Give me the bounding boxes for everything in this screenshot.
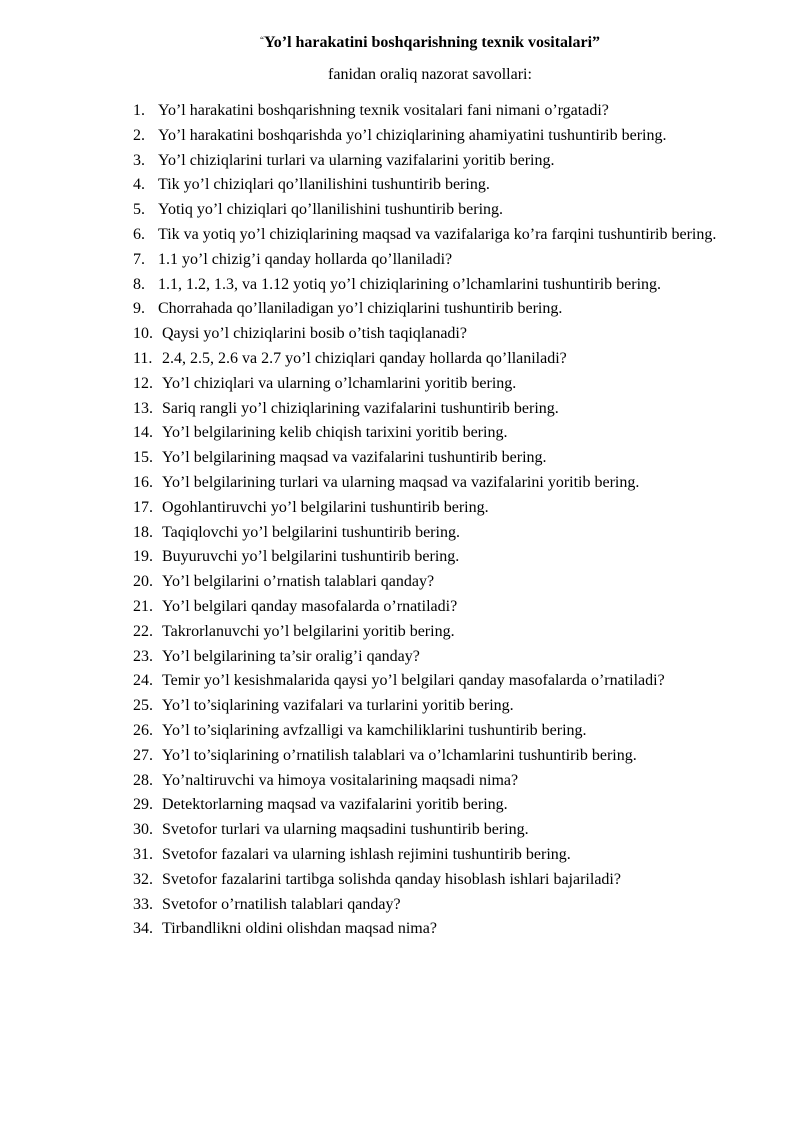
question-item xyxy=(133,645,773,670)
question-item xyxy=(133,917,773,942)
question-number: 4. xyxy=(133,176,145,194)
question-text: Taqiqlovchi yo’l belgilarini tushuntirib bering. xyxy=(162,523,460,541)
question-number: 12. xyxy=(133,374,153,392)
question-item xyxy=(133,496,773,521)
question-number: 15. xyxy=(133,449,153,467)
question-number: 14. xyxy=(133,424,153,442)
question-item xyxy=(133,173,773,198)
question-text: Svetofor o’rnatilish talablari qanday? xyxy=(162,895,401,913)
question-item xyxy=(133,694,773,719)
question-number: 7. xyxy=(133,250,145,268)
question-item xyxy=(133,421,773,446)
question-number: 6. xyxy=(133,225,145,243)
question-number: 10. xyxy=(133,325,153,343)
question-text: Tirbandlikni oldini olishdan maqsad nima? xyxy=(162,920,437,938)
question-item xyxy=(133,248,773,273)
question-number: 29. xyxy=(133,796,153,814)
question-item xyxy=(133,818,773,843)
question-text: Yo’l belgilari qanday masofalarda o’rnatiladi? xyxy=(162,597,458,615)
question-text: Yo’l harakatini boshqarishda yo’l chiziqlarining ahamiyatini tushuntirib bering. xyxy=(158,126,667,144)
question-number: 24. xyxy=(133,672,153,690)
question-text: Takrorlanuvchi yo’l belgilarini yoritib bering. xyxy=(162,622,455,640)
question-number: 28. xyxy=(133,771,153,789)
question-text: Yo’l to’siqlarining o’rnatilish talablari va o’lchamlarini tushuntirib bering. xyxy=(162,746,637,764)
question-number: 27. xyxy=(133,746,153,764)
question-text: Yotiq yo’l chiziqlari qo’llanilishini tushuntirib bering. xyxy=(158,201,504,219)
questions-list xyxy=(133,99,773,942)
question-item xyxy=(133,545,773,570)
question-text: Yo’l belgilarining kelib chiqish tarixini yoritib bering. xyxy=(162,424,508,442)
question-text: Chorrahada qo’llaniladigan yo’l chiziqlarini tushuntirib bering. xyxy=(158,300,563,318)
question-number: 30. xyxy=(133,821,153,839)
question-text: 1.1, 1.2, 1.3, va 1.12 yotiq yo’l chiziqlarining o’lchamlarini tushuntirib bering. xyxy=(158,275,662,293)
title-open-quote: “ xyxy=(259,35,264,45)
question-text: Yo’l belgilarining maqsad va vazifalarini tushuntirib bering. xyxy=(162,449,547,467)
question-item xyxy=(133,99,773,124)
question-number: 26. xyxy=(133,721,153,739)
question-number: 19. xyxy=(133,548,153,566)
question-number: 25. xyxy=(133,697,153,715)
question-item xyxy=(133,124,773,149)
question-item xyxy=(133,149,773,174)
question-text: Buyuruvchi yo’l belgilarini tushuntirib bering. xyxy=(162,548,460,566)
question-number: 18. xyxy=(133,523,153,541)
question-text: Detektorlarning maqsad va vazifalarini yoritib bering. xyxy=(162,796,508,814)
question-item xyxy=(133,570,773,595)
question-item xyxy=(133,868,773,893)
question-text: Yo’l to’siqlarining vazifalari va turlarini yoritib bering. xyxy=(162,697,514,715)
question-text: Qaysi yo’l chiziqlarini bosib o’tish taqiqlanadi? xyxy=(162,325,467,343)
question-item xyxy=(133,471,773,496)
question-number: 2. xyxy=(133,126,145,144)
question-item xyxy=(133,223,773,248)
question-text: Yo’l belgilarini o’rnatish talablari qanday? xyxy=(162,573,435,591)
document-subtitle: fanidan oraliq nazorat savollari: xyxy=(328,66,532,83)
question-text: Yo’l belgilarining turlari va ularning maqsad va vazifalarini yoritib bering. xyxy=(162,473,640,491)
question-number: 16. xyxy=(133,473,153,491)
question-number: 23. xyxy=(133,647,153,665)
question-item xyxy=(133,769,773,794)
question-text: Tik yo’l chiziqlari qo’llanilishini tushuntirib bering. xyxy=(158,176,490,194)
question-number: 34. xyxy=(133,920,153,938)
question-item xyxy=(133,744,773,769)
question-text: Yo’naltiruvchi va himoya vositalarining maqsadi nima? xyxy=(162,771,519,789)
question-text: Svetofor turlari va ularning maqsadini tushuntirib bering. xyxy=(162,821,529,839)
question-text: Ogohlantiruvchi yo’l belgilarini tushuntirib bering. xyxy=(162,498,489,516)
question-item xyxy=(133,521,773,546)
question-text: Sariq rangli yo’l chiziqlarining vazifalarini tushuntirib bering. xyxy=(162,399,559,417)
question-text: Temir yo’l kesishmalarida qaysi yo’l belgilari qanday masofalarda o’rnatiladi? xyxy=(162,672,665,690)
title-text: Yo’l harakatini boshqarishning texnik vositalari” xyxy=(263,34,601,51)
question-item xyxy=(133,793,773,818)
question-number: 21. xyxy=(133,597,153,615)
question-text: Svetofor fazalari va ularning ishlash rejimini tushuntirib bering. xyxy=(162,845,571,863)
question-item xyxy=(133,322,773,347)
question-item xyxy=(133,893,773,918)
question-item xyxy=(133,397,773,422)
question-number: 1. xyxy=(133,102,145,119)
question-number: 31. xyxy=(133,845,153,863)
question-number: 20. xyxy=(133,573,153,591)
document-title xyxy=(0,29,800,54)
question-item xyxy=(133,620,773,645)
question-item xyxy=(133,372,773,397)
question-number: 5. xyxy=(133,201,145,219)
question-item xyxy=(133,843,773,868)
question-item xyxy=(133,595,773,620)
question-number: 9. xyxy=(133,300,145,318)
question-text: Yo’l chiziqlarini turlari va ularning vazifalarini yoritib bering. xyxy=(158,151,555,169)
question-number: 33. xyxy=(133,895,153,913)
question-item xyxy=(133,446,773,471)
question-item xyxy=(133,347,773,372)
question-text: Svetofor fazalarini tartibga solishda qanday hisoblash ishlari bajariladi? xyxy=(162,870,621,888)
question-text: Yo’l chiziqlari va ularning o’lchamlarini yoritib bering. xyxy=(162,374,517,392)
question-number: 13. xyxy=(133,399,153,417)
question-number: 8. xyxy=(133,275,145,293)
question-item xyxy=(133,273,773,298)
question-item xyxy=(133,198,773,223)
question-text: Tik va yotiq yo’l chiziqlarining maqsad va vazifalariga ko’ra farqini tushuntirib bering. xyxy=(158,225,717,243)
question-text: 2.4, 2.5, 2.6 va 2.7 yo’l chiziqlari qanday hollarda qo’llaniladi? xyxy=(162,349,567,367)
question-number: 11. xyxy=(133,349,153,367)
question-item xyxy=(133,719,773,744)
question-number: 32. xyxy=(133,870,153,888)
question-item xyxy=(133,669,773,694)
question-text: Yo’l to’siqlarining avfzalligi va kamchiliklarini tushuntirib bering. xyxy=(162,721,587,739)
question-number: 3. xyxy=(133,151,145,169)
question-number: 22. xyxy=(133,622,153,640)
question-text: Yo’l harakatini boshqarishning texnik vositalari fani nimani o’rgatadi? xyxy=(158,102,609,119)
question-text: 1.1 yo’l chizig’i qanday hollarda qo’llaniladi? xyxy=(158,250,453,268)
question-text: Yo’l belgilarining ta’sir oralig’i qanday? xyxy=(162,647,420,665)
question-item xyxy=(133,297,773,322)
question-number: 17. xyxy=(133,498,153,516)
